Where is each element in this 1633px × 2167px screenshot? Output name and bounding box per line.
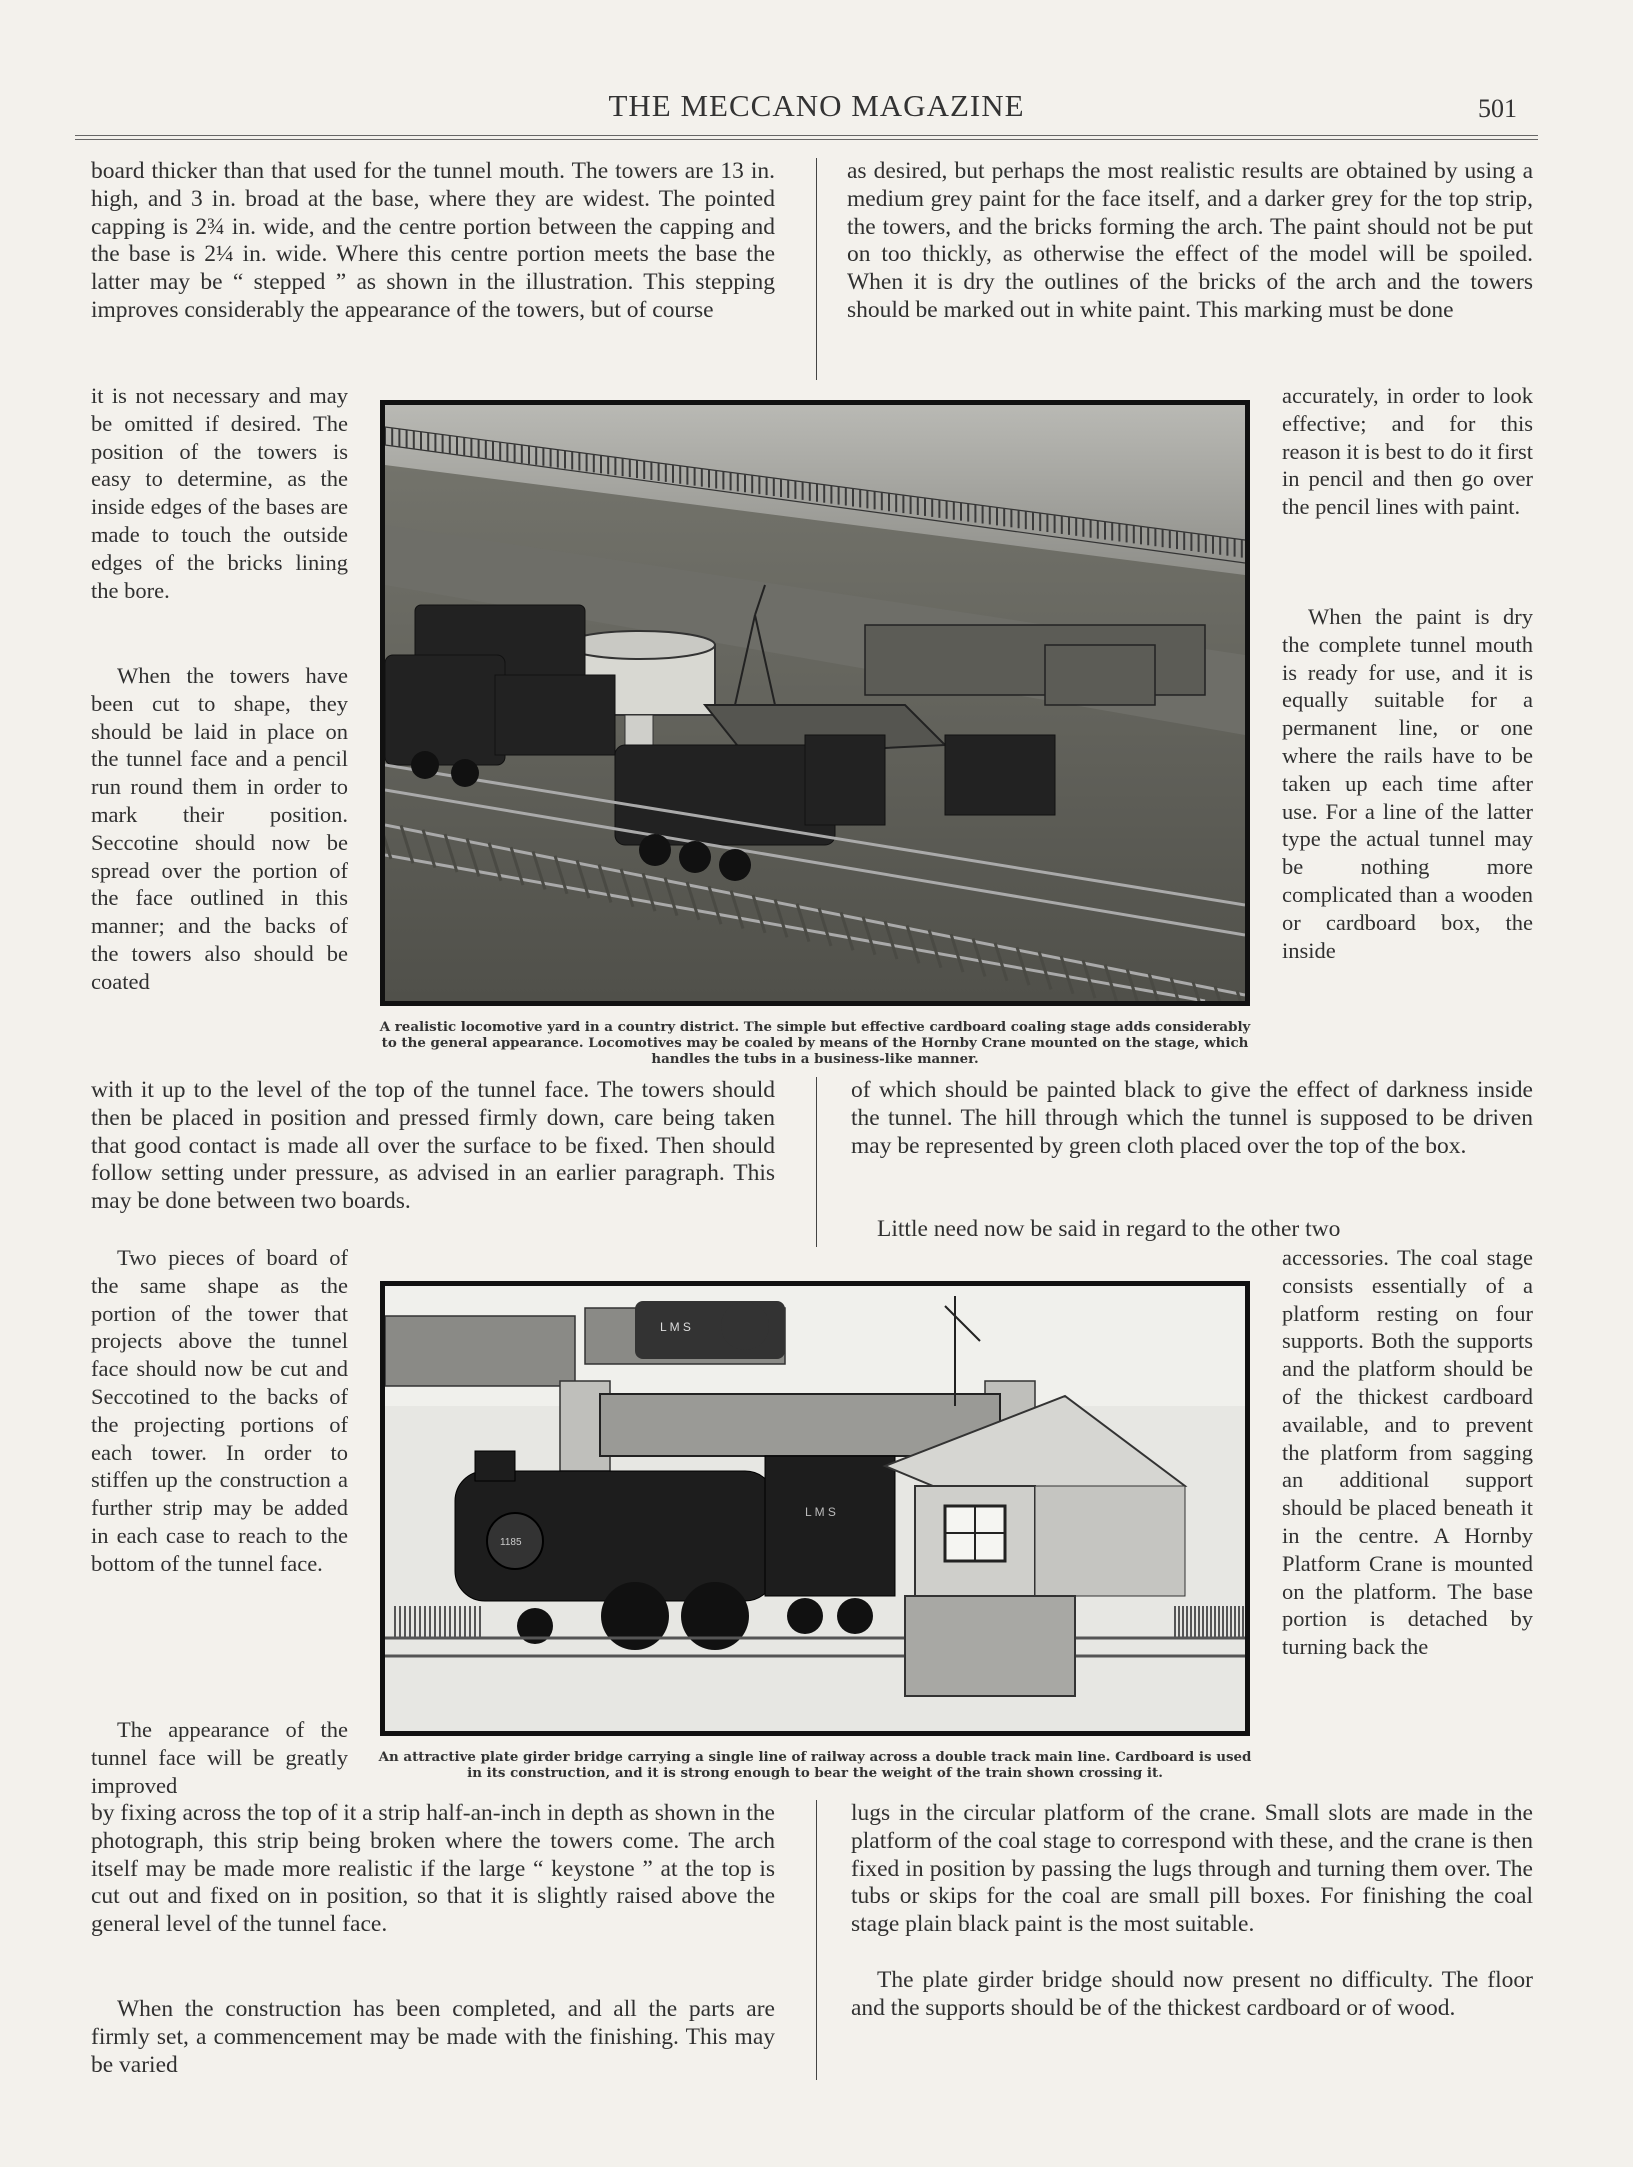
left-column-text-top: board thicker than that used for the tunnel mouth. The towers are 13 in. high, and 3 in. broad at the base, where they are widest. The pointed capping is 2¾ in. wide, and the centre portion between the capping and the base is 2¼ in. wide. Where this centre portion meets the base the latter may be “ stepped ” as shown in the illustration. This stepping improves considerably the appearance of the towers, but of course — [91, 158, 775, 323]
right-column-text-middle-b: Little need now be said in regard to the other two — [877, 1216, 1341, 1242]
left-column-text-bottom-b: When the construction has been completed, and all the parts are firmly set, a commencement may be made with the finishing. This may be varied — [91, 1996, 775, 2078]
right-column-text-middle: of which should be painted black to give the effect of darkness inside the tunnel. The hill through which the tunnel is supposed to be driven may be represented by green cloth placed over the top of the box. — [851, 1077, 1533, 1159]
left-column-text-beside-photo1-b: When the towers have been cut to shape, they should be laid in place on the tunnel face and a pencil run round them in order to mark their position. Seccotine should now be spread over the portion of the face outlined in this manner; and the backs of the towers also should be coated — [91, 663, 348, 994]
locomotive-yard-illustration — [385, 405, 1245, 1001]
page-number: 501 — [1478, 94, 1517, 123]
right-column-text-beside-photo1: accurately, in order to look effective; and for this reason it is best to do it first in pencil and then go over the pencil lines with paint. — [1282, 383, 1533, 520]
column-divider — [816, 1077, 817, 1247]
photo-girder-bridge — [380, 1281, 1250, 1736]
left-column-text-bottom: by fixing across the top of it a strip half-an-inch in depth as shown in the photograph, this strip being broken where the towers come. The arch itself may be made more realistic if the large “ keystone ” at the top is cut out and fixed on in position, so that it is slightly raised above the general level of the tunnel face. — [91, 1800, 775, 1938]
left-column-text-beside-photo2-b: The appearance of the tunnel face will be greatly improved — [91, 1717, 348, 1798]
lms-lettering-top: L M S — [660, 1320, 691, 1334]
column-divider — [816, 158, 817, 380]
lms-lettering-tender: L M S — [805, 1505, 836, 1519]
photo-girder-bridge-caption: An attractive plate girder bridge carrying a single line of railway across a double track main line. Cardboard is used in its construction, and it is strong enough to bear the weight of the train shown crossing it. — [378, 1749, 1252, 1781]
photo-locomotive-yard — [380, 400, 1250, 1006]
girder-bridge-illustration — [385, 1286, 1245, 1731]
right-column-text-bottom: lugs in the circular platform of the crane. Small slots are made in the platform of the coal stage to correspond with these, and the crane is then fixed in position by passing the lugs through and turning them over. The tubs or skips for the coal are small pill boxes. For finishing the coal stage plain black paint is the most suitable. — [851, 1800, 1533, 1938]
column-divider — [816, 1800, 817, 2080]
right-column-text-beside-photo1-b: When the paint is dry the complete tunnel mouth is ready for use, and it is equally suitable for a permanent line, or one where the rails have to be taken up each time after use. For a line of the latter type the actual tunnel may be nothing more complicated than a wooden or cardboard box, the inside — [1282, 604, 1533, 963]
right-column-text-beside-photo2: accessories. The coal stage consists essentially of a platform resting on four supports. Both the supports and the platform should be of the thickest cardboard available, and to prevent the platform from sagging an additional support should be placed beneath it in the centre. A Hornby Platform Crane is mounted on the platform. The base portion is detached by turning back the — [1282, 1245, 1533, 1660]
left-column-text-middle: with it up to the level of the top of the tunnel face. The towers should then be placed in position and pressed firmly down, care being taken that good contact is made all over the surface to be fixed. Then should follow setting under pressure, as advised in an earlier paragraph. This may be done between two boards. — [91, 1077, 775, 1215]
photo-locomotive-yard-caption: A realistic locomotive yard in a country district. The simple but effective cardboard coaling stage adds considerably to the general appearance. Locomotives may be coaled by means of the Hornby Crane mounted on the stage, which handles the tubs in a business-like manner. — [379, 1019, 1251, 1067]
header-rule — [75, 139, 1538, 140]
header-rule — [75, 135, 1538, 136]
left-column-text-beside-photo2: Two pieces of board of the same shape as the portion of the tower that projects above the tunnel face should now be cut and Seccotined to the backs of the projecting portions of each tower. In order to stiffen up the construction a further strip may be added in each case to reach to the bottom of the tunnel face. — [91, 1245, 348, 1576]
right-column-text-top: as desired, but perhaps the most realistic results are obtained by using a medium grey paint for the face itself, and a darker grey for the top strip, the towers, and the bricks forming the arch. The paint should not be put on too thickly, as otherwise the effect of the model will be spoiled. When it is dry the outlines of the bricks of the arch and the towers should be marked out in white paint. This marking must be done — [847, 158, 1533, 323]
left-column-text-beside-photo1: it is not necessary and may be omitted if desired. The position of the towers is easy to determine, as the inside edges of the bases are made to touch the outside edges of the bricks lining the bore. — [91, 383, 348, 603]
loco-number-plate: 1185 — [500, 1537, 522, 1548]
page-header-title: THE MECCANO MAGAZINE — [608, 88, 1025, 123]
right-column-text-bottom-b: The plate girder bridge should now present no difficulty. The floor and the supports should be of the thickest cardboard or of wood. — [851, 1967, 1533, 2021]
